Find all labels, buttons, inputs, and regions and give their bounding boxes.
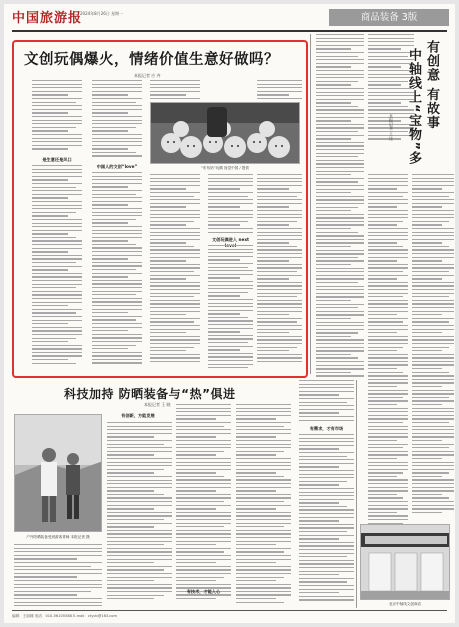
right-column-4	[412, 174, 454, 515]
second-article-photo-caption: 户外防晒装备受到游客青睐 本报记者 摄	[26, 535, 90, 539]
lead-article-title: 文创玩偶爆火，情绪价值生意好做吗？	[24, 52, 279, 68]
lead-article-column-4b	[208, 245, 253, 371]
second-article-column-2	[107, 422, 172, 602]
right-column-3	[368, 174, 408, 544]
lead-article-column-4	[208, 174, 253, 235]
newspaper-page	[4, 4, 455, 623]
header-divider	[12, 30, 447, 32]
column-divider	[310, 34, 311, 374]
side-article-photo	[360, 524, 450, 600]
second-article-column-5	[299, 380, 354, 423]
side-article-photo-caption: 北京中轴线文创商店	[388, 602, 422, 606]
lead-article-column-5	[257, 80, 302, 102]
second-article-photo	[14, 414, 102, 532]
side-article-title-line1: 有创意 有故事	[424, 40, 439, 130]
second-article-column-3	[176, 404, 231, 602]
second-subhead-1: 有创新，方能发展	[121, 413, 155, 418]
side-article-byline: 本报记者 王 佳	[389, 114, 394, 141]
side-article-title-line2: 中轴线上“宝物”多	[406, 48, 421, 166]
page-footer: 编辑：王丽娜 电话：010-56105588 E-mail：ctycb@163.com	[12, 614, 117, 618]
lead-article-byline: 本报记者 应 齐	[134, 73, 161, 78]
lead-article-photo-caption: “布布奶”玩偶 视觉中国 / 提供	[201, 166, 249, 170]
lead-article-column-2b	[92, 172, 142, 366]
lead-article-column-3	[150, 80, 200, 102]
lead-subhead-2: 中国人的文创“love”	[96, 164, 138, 169]
lead-article-column-1	[32, 80, 82, 152]
lead-article-column-3b	[150, 174, 200, 364]
lead-subhead-1: 是生意还是风口	[42, 157, 72, 162]
second-article-byline: 本报记者 王 晓	[144, 402, 171, 407]
column-divider	[356, 380, 357, 608]
second-article-column-5b	[299, 434, 354, 603]
second-subhead-2: 有需求，才有市场	[309, 426, 344, 431]
lead-subhead-3: 文创玩偶进入 next	[211, 237, 250, 242]
second-article-column-4	[236, 404, 291, 605]
section-tag: 商品装备 3版	[329, 9, 449, 26]
second-subhead-3: 有技术，才能入心	[186, 589, 221, 594]
second-article-column-1	[14, 544, 102, 609]
lead-article-photo	[150, 102, 300, 164]
footer-divider	[12, 610, 447, 611]
lead-article-column-1b	[32, 165, 82, 366]
second-article-title: 科技加持 防晒装备与“热”俱进	[64, 387, 236, 401]
masthead-title: 中国旅游报	[12, 11, 83, 26]
lead-article-column-5b	[257, 174, 302, 364]
masthead-info: 2024年8月26日 星期一	[80, 11, 124, 16]
lead-article-column-2	[92, 80, 142, 159]
right-column-1	[316, 34, 364, 379]
